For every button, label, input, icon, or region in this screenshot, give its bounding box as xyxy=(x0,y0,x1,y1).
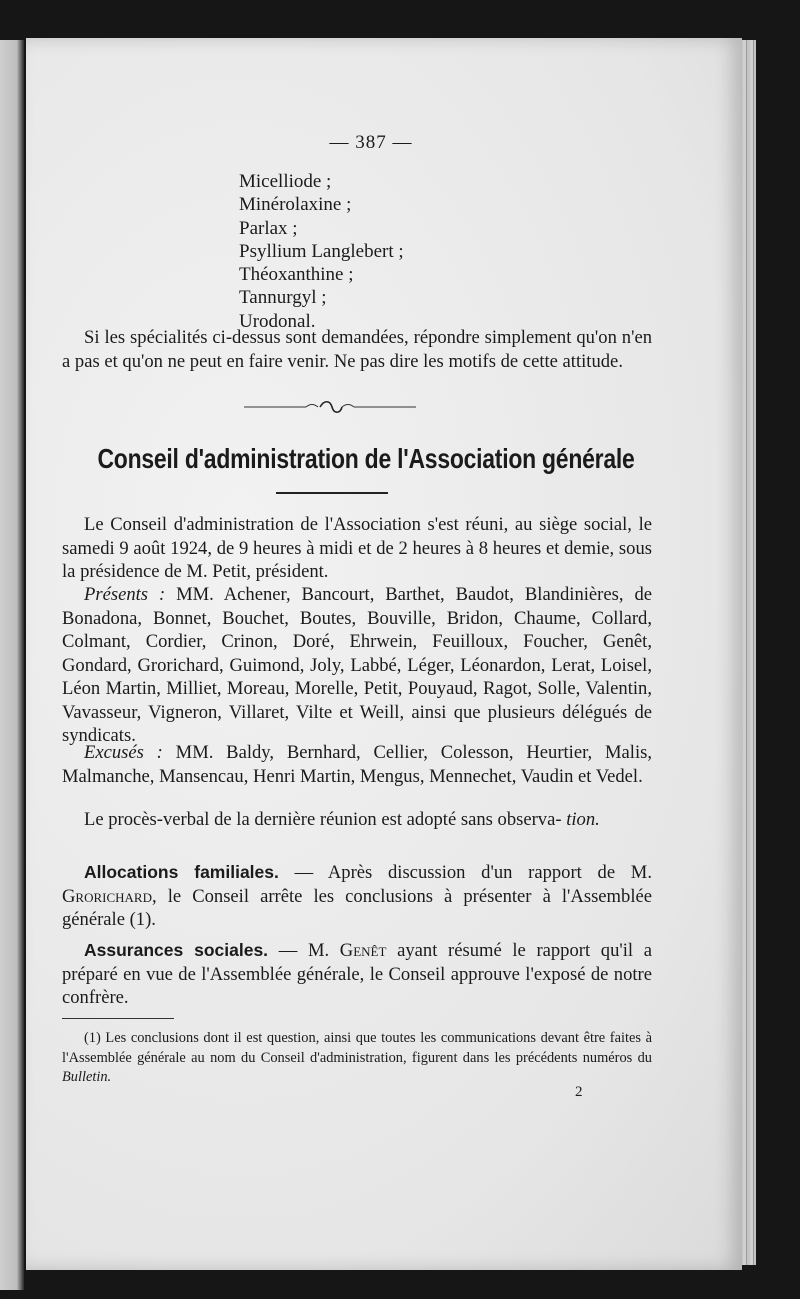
list-item: Parlax ; xyxy=(239,217,298,239)
allocations-name: Grorichard xyxy=(62,885,152,907)
allocations-text-before: — Après discussion d'un rapport de M. xyxy=(278,862,652,883)
signature-mark: 2 xyxy=(575,1084,583,1100)
allocations-text-after: , le Conseil arrête les conclusions à présenter à l'Assemblée générale (1). xyxy=(62,885,652,930)
excuses-paragraph xyxy=(62,741,652,788)
presents-paragraph xyxy=(62,583,652,748)
footnote xyxy=(62,1029,652,1088)
excuses-text: MM. Baldy, Bernhard, Cellier, Colesson, Heurtier, Malis, Malmanche, Mansencau, Henri Martin, Mengus, Mennechet, Vaudin et Vedel. xyxy=(62,742,652,787)
list-item: Minérolaxine ; xyxy=(239,194,352,216)
list-item: Micelliode ; xyxy=(239,171,332,192)
presents-label: Présents : xyxy=(84,584,166,605)
assurances-paragraph xyxy=(62,939,652,1010)
assurances-title: Assurances sociales. xyxy=(84,940,269,960)
conseil-paragraph: Le Conseil d'administration de l'Association s'est réuni, au siège social, le samedi 9 août 1924, de 9 heures à midi et de 2 heures à 8 heures et demie, sous la présidence de M. Petit, président. xyxy=(62,514,652,582)
proces-verbal-end: tion. xyxy=(566,809,600,830)
assurances-name: Genêt xyxy=(339,940,387,961)
page-number: — 387 — xyxy=(329,132,413,153)
assurances-text-after: ayant résumé le rapport qu'il a préparé en vue de l'Assemblée générale, le Conseil approuve l'exposé de notre confrère. xyxy=(62,940,652,1008)
list-item: Théoxanthine ; xyxy=(239,264,354,286)
drug-list xyxy=(239,170,404,333)
section-heading: Conseil d'administration de l'Association générale xyxy=(97,443,635,474)
document-page xyxy=(26,38,742,1270)
footnote-italic: Bulletin. xyxy=(62,1069,112,1085)
presents-text: MM. Achener, Bancourt, Barthet, Baudot, Blandinières, de Bonadona, Bonnet, Bouchet, Boutes, Bouville, Bridon, Chaume, Collard, Colmant, Cordier, Crinon, Doré, Ehrwein, Feuilloux, Foucher, Genêt, Gondard, Grorichard, Guimond, Joly, Labbé, Léger, Léonardon, Lerat, Loisel, Léon Martin, Milliet, Moreau, Morelle, Petit, Pouyaud, Ragot, Solle, Valentin, Vavasseur, Vigneron, Villaret, Vilte et Weill, ainsi que plusieurs délégués de syndicats. xyxy=(62,584,653,746)
proces-verbal-paragraph xyxy=(62,808,652,832)
assurances-text-before: — M. xyxy=(268,940,340,961)
previous-page-edge xyxy=(0,40,24,1290)
allocations-paragraph xyxy=(62,861,652,932)
footnote-rule xyxy=(62,1018,174,1019)
heading-underline xyxy=(276,492,388,494)
excuses-label: Excusés : xyxy=(84,742,163,763)
list-item: Tannurgyl ; xyxy=(239,287,327,309)
proces-verbal-text: Le procès-verbal de la dernière réunion est adopté sans observa- xyxy=(84,809,562,830)
allocations-title: Allocations familiales. xyxy=(84,862,279,882)
list-item: Urodonal. xyxy=(239,310,316,332)
footnote-text: (1) Les conclusions dont il est question, ainsi que toutes les communications devant être faites à l'Assemblée générale au nom du Conseil d'administration, figurent dans les précédents numéros du xyxy=(62,1030,652,1066)
specialites-paragraph: Si les spécialités ci-dessus sont demandées, répondre simplement qu'on n'en a pas et qu'on ne peut en faire venir. Ne pas dire les motifs de cette attitude. xyxy=(62,327,652,372)
ornament-divider xyxy=(244,398,416,416)
list-item: Psyllium Langlebert ; xyxy=(239,240,404,262)
